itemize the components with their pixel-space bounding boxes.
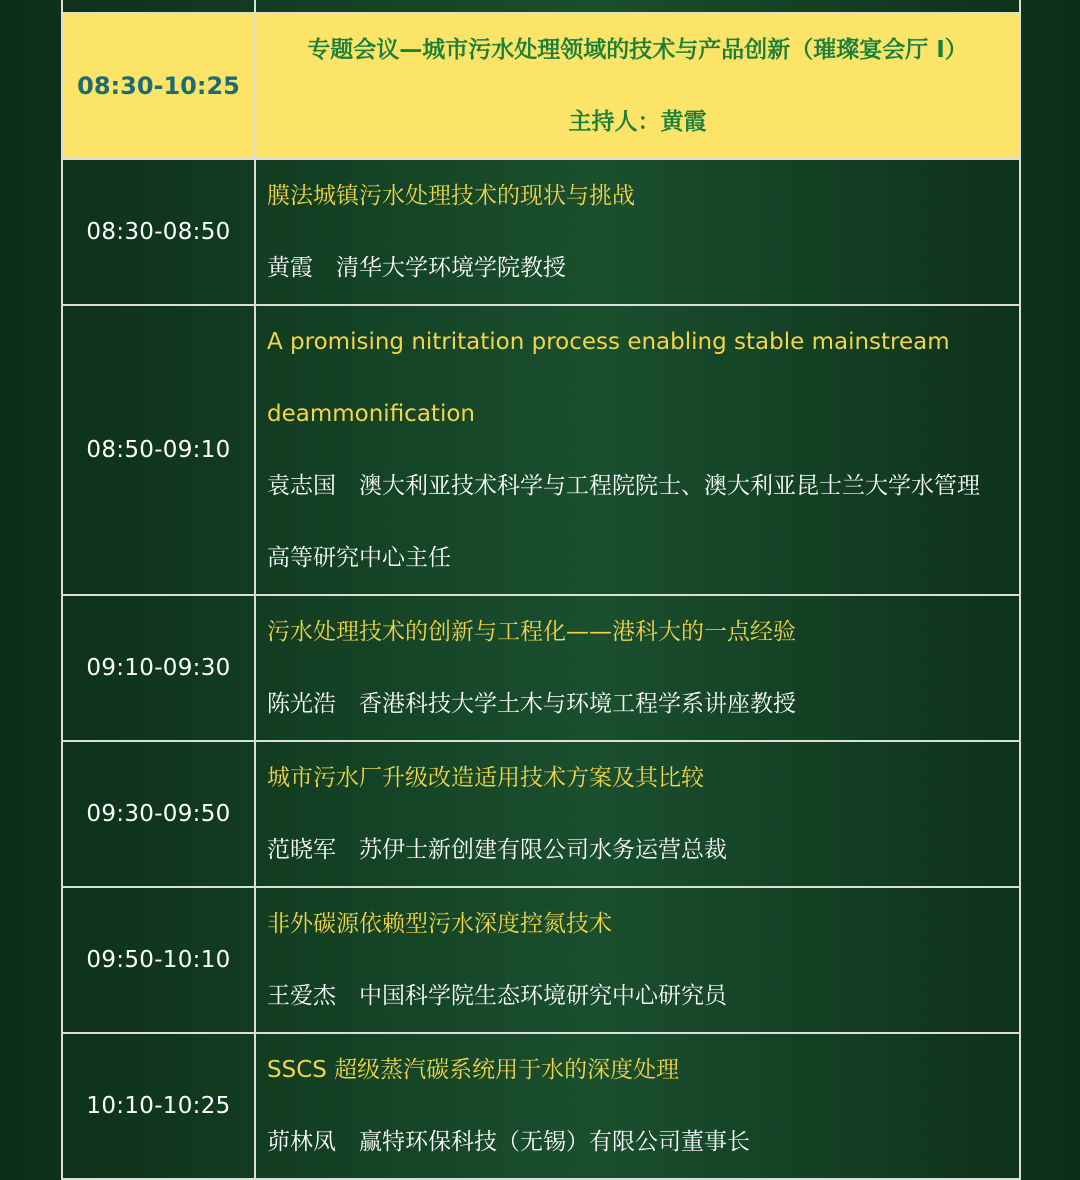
speaker-info: 茆林凤 赢特环保科技（无锡）有限公司董事长 xyxy=(267,1129,750,1155)
talk-title: 城市污水厂升级改造适用技术方案及其比较 xyxy=(267,765,704,791)
speaker-info: 黄霞 清华大学环境学院教授 xyxy=(267,255,566,281)
session-row xyxy=(62,305,1020,595)
talk-title: SSCS 超级蒸汽碳系统用于水的深度处理 xyxy=(267,1057,680,1083)
session-time: 09:10-09:30 xyxy=(62,595,255,741)
session-content xyxy=(255,305,1020,595)
speaker-info: 王爱杰 中国科学院生态环境研究中心研究员 xyxy=(267,983,727,1009)
speaker-info: 陈光浩 香港科技大学土木与环境工程学系讲座教授 xyxy=(267,691,796,717)
session-row xyxy=(62,741,1020,887)
schedule-table xyxy=(61,0,1021,1180)
session-header-content xyxy=(255,13,1020,159)
session-time: 09:30-09:50 xyxy=(62,741,255,887)
speaker-info: 袁志国 澳大利亚技术科学与工程院院士、澳大利亚昆士兰大学水管理 xyxy=(267,473,980,499)
previous-row-remnant xyxy=(62,0,1020,13)
session-header-row xyxy=(62,13,1020,159)
talk-title: 非外碳源依赖型污水深度控氮技术 xyxy=(267,911,612,937)
session-row xyxy=(62,1033,1020,1179)
session-row xyxy=(62,595,1020,741)
talk-title: 膜法城镇污水处理技术的现状与挑战 xyxy=(267,183,635,209)
session-time: 10:10-10:25 xyxy=(62,1033,255,1179)
session-host: 主持人：黄霞 xyxy=(568,109,707,135)
session-time: 08:30-08:50 xyxy=(62,159,255,305)
talk-title: 污水处理技术的创新与工程化——港科大的一点经验 xyxy=(267,619,796,645)
talk-title: A promising nitritation process enabling stable mainstream xyxy=(267,329,950,355)
talk-title-continued: deammonification xyxy=(267,401,475,427)
session-content xyxy=(255,741,1020,887)
session-content xyxy=(255,887,1020,1033)
session-row xyxy=(62,887,1020,1033)
session-content xyxy=(255,595,1020,741)
session-time: 09:50-10:10 xyxy=(62,887,255,1033)
session-time: 08:50-09:10 xyxy=(62,305,255,595)
session-row xyxy=(62,159,1020,305)
session-header-time: 08:30-10:25 xyxy=(62,13,255,159)
session-header-title: 专题会议—城市污水处理领域的技术与产品创新（璀璨宴会厅 I） xyxy=(307,37,968,63)
speaker-info-continued: 高等研究中心主任 xyxy=(267,545,451,571)
session-content xyxy=(255,159,1020,305)
session-content xyxy=(255,1033,1020,1179)
speaker-info: 范晓军 苏伊士新创建有限公司水务运营总裁 xyxy=(267,837,727,863)
